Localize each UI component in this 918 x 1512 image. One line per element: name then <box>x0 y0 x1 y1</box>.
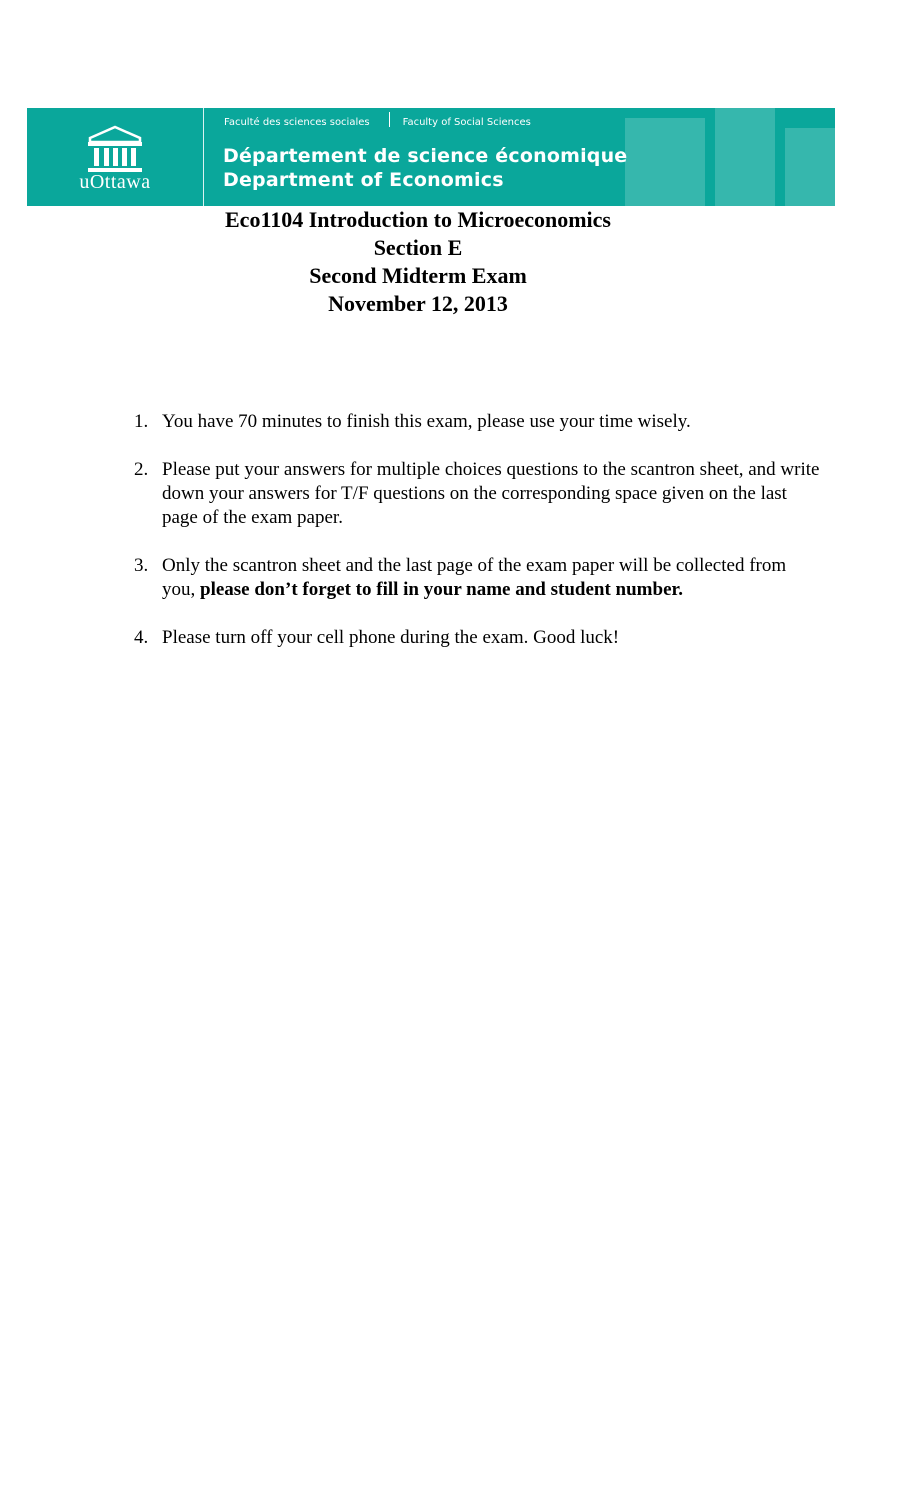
instruction-number: 4. <box>134 627 149 648</box>
faculty-row <box>224 114 531 129</box>
department-banner <box>27 108 835 206</box>
department-name-fr: Département de science économique <box>223 145 628 167</box>
banner-divider <box>203 108 204 206</box>
instruction-item <box>134 458 824 530</box>
instruction-bold-text: please don’t forget to fill in your name and student number. <box>200 579 683 600</box>
instruction-number: 2. <box>134 459 149 480</box>
instruction-number: 3. <box>134 555 149 576</box>
building-background-graphic <box>605 108 835 206</box>
uottawa-logo <box>27 108 203 206</box>
instruction-item <box>134 410 824 434</box>
instruction-text: You have 70 minutes to finish this exam, please use your time wisely. <box>162 411 691 432</box>
instructions-list <box>134 410 824 674</box>
course-title: Eco1104 Introduction to Microeconomics <box>225 207 611 232</box>
instruction-item <box>134 554 824 602</box>
faculty-name-en: Faculty of Social Sciences <box>402 116 531 128</box>
instruction-text: Please put your answers for multiple choices questions to the scantron sheet, and write down your answers for T/F questions on the corresponding space given on the last page of the exam paper. <box>162 459 820 528</box>
faculty-separator <box>389 112 390 127</box>
exam-date: November 12, 2013 <box>328 291 508 316</box>
faculty-name-fr: Faculté des sciences sociales <box>224 116 370 128</box>
instruction-item <box>134 626 824 650</box>
instruction-number: 1. <box>134 411 149 432</box>
department-name-en: Department of Economics <box>223 169 504 191</box>
exam-title-block <box>0 206 836 318</box>
logo-wordmark: uOttawa <box>79 171 151 193</box>
instruction-text: Only the scantron sheet and the last page of the exam paper will be collected from you, <box>162 555 787 600</box>
building-icon <box>84 124 146 176</box>
instruction-text: Please turn off your cell phone during the exam. Good luck! <box>162 627 620 648</box>
exam-name: Second Midterm Exam <box>309 263 527 288</box>
section-title: Section E <box>373 235 463 260</box>
